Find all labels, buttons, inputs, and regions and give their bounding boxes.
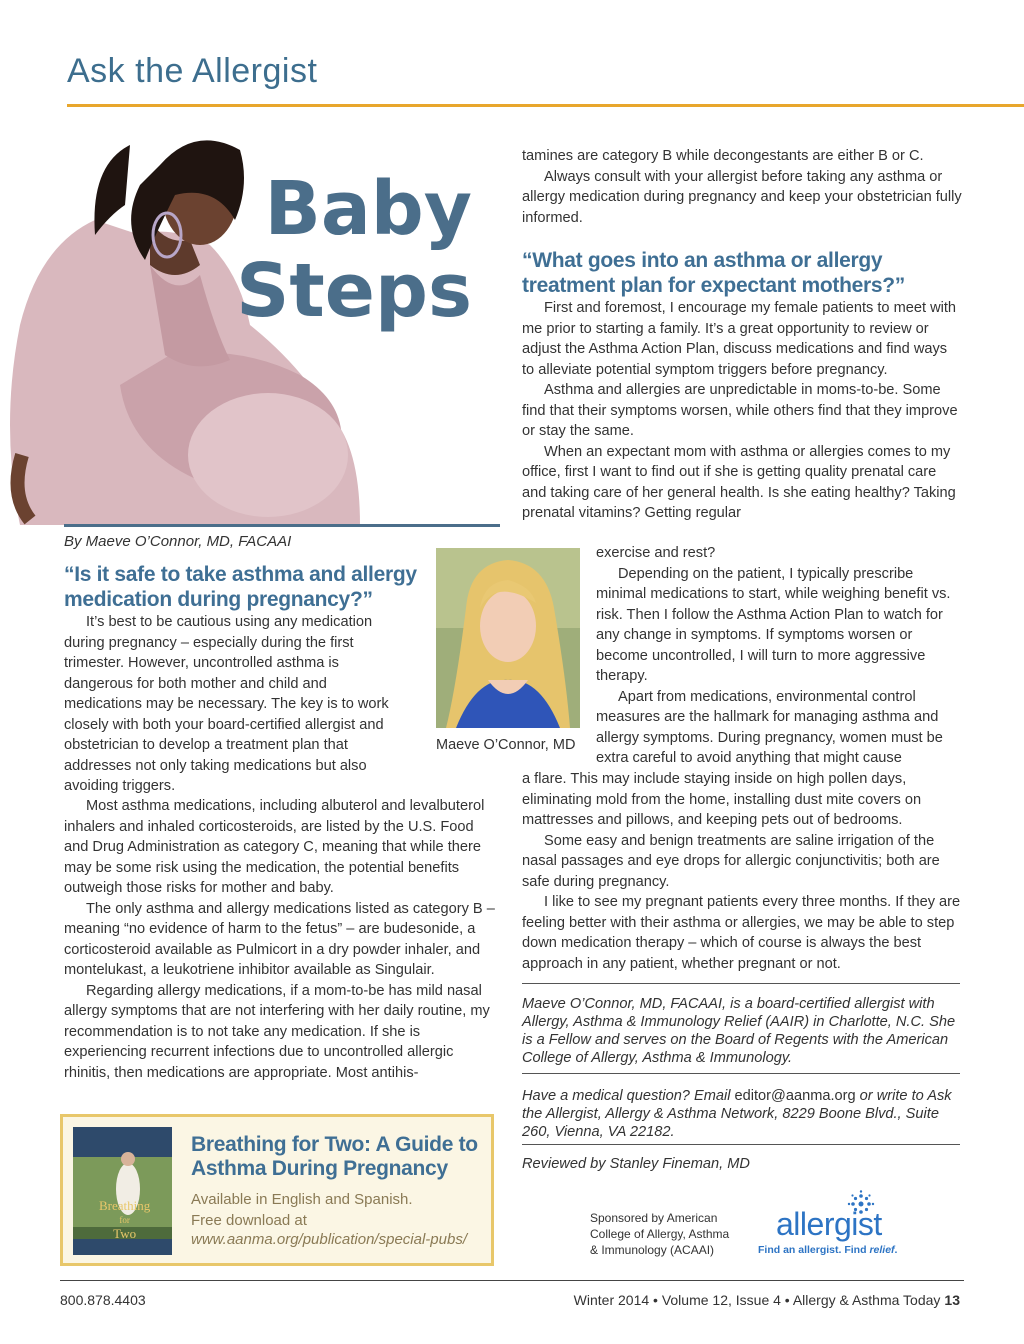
publication-promo-box [60, 1114, 494, 1266]
bio-divider [522, 983, 960, 984]
cover-title: Breathing for Two [99, 1198, 151, 1241]
footer-issue-info: Winter 2014 • Volume 12, Issue 4 • Allergy & Asthma Today 13 [573, 1292, 960, 1308]
paragraph: I like to see my pregnant patients every three months. If they are feeling better with their asthma or allergies, we may be able to step down medication therapy – which of course is always the best approach in any patient, whether pregnant or not. [522, 894, 961, 972]
author-photo-caption: Maeve O’Connor, MD [436, 737, 576, 753]
allergist-logo[interactable] [758, 1190, 898, 1260]
headline-line-1: Baby [264, 166, 472, 252]
header-divider [67, 104, 1024, 107]
footer-phone: 800.878.4403 [60, 1292, 146, 1308]
promo-download-link[interactable]: www.aanma.org/publication/special-pubs/ [191, 1231, 467, 1248]
paragraph: Apart from medications, environmental control measures are the hallmark for managing asthma and allergy symptoms. During pregnancy, women must be extra careful to avoid anything that might cause [596, 688, 943, 766]
paragraph: Always consult with your allergist before taking any asthma or allergy medication during pregnancy and keep your obstetrician fully informed. [522, 168, 962, 226]
reviewed-divider [522, 1144, 960, 1145]
right-column-text-a [522, 146, 962, 228]
headline-line-2: Steps [236, 248, 472, 334]
left-column-text-b [64, 796, 499, 1083]
paragraph: Regarding allergy medications, if a mom-to-be has mild nasal allergy symptoms that are not interfering with her daily routine, my recommendation is to not take any medication. If she is experiencing recurrent infections due to uncontrolled allergic rhinitis, then medications are appropriate. Most antihis- [64, 982, 490, 1081]
left-column-text-a [64, 612, 394, 797]
publication-cover-image [73, 1127, 172, 1255]
paragraph: Some easy and benign treatments are saline irrigation of the nasal passages and eye drops for allergic conjunctivitis; both are safe during pregnancy. [522, 832, 940, 890]
author-photo [436, 548, 580, 728]
paragraph: a flare. This may include staying inside on high pollen days, eliminating mold from the home, installing dust mite covers on mattresses and pillows, and keeping pets out of bedrooms. [522, 771, 922, 828]
paragraph: Depending on the patient, I typically prescribe minimal medications to start, while weighing benefit vs. risk. Then I follow the Asthma Action Plan to watch for any change in symptoms. If symptoms worsen or become uncontrolled, I will turn to more aggressive therapy. [596, 565, 951, 684]
paragraph: Most asthma medications, including albuterol and levalbuterol inhalers and inhaled corticosteroids, are listed by the U.S. Food and Drug Administration as category C, meaning that while there may be some risk using the medication, the potential benefits outweigh those risks for mother and baby. [64, 798, 485, 896]
hero-divider [64, 524, 500, 527]
paragraph: The only asthma and allergy medications listed as category B – meaning “no evidence of harm to the fetus” – are budesonide, a corticosteroid available as Pulmicort in a dry powder inhaler, and montelukast, a leukotriene inhibitor available as Singulair. [64, 900, 495, 978]
right-column-text-d [522, 769, 962, 974]
question-heading-2: “What goes into an asthma or allergy treatment plan for expectant mothers?” [522, 249, 906, 297]
page-number: 13 [944, 1292, 960, 1308]
reviewed-by: Reviewed by Stanley Fineman, MD [522, 1156, 750, 1172]
paragraph: When an expectant mom with asthma or allergies comes to my office, first I want to find out if she is getting quality prenatal care and taking care of her general health. Is she eating healthy? Taking prenatal vitamins? Getting regular [522, 443, 956, 521]
contact-email-link[interactable]: editor@aanma.org [734, 1088, 856, 1104]
paragraph: It’s best to be cautious using any medication during pregnancy – especially during the first trimester. However, uncontrolled asthma is dangerous for both mother and child and medications may be necessary. The key is to work closely with both your board-certified allergist and obstetrician to develop a treatment plan that addresses not only taking medications but also avoiding triggers. [64, 614, 389, 794]
contact-note [522, 1087, 962, 1141]
contact-address: or write to Ask the Allergist, Allergy & Asthma Network, 8229 Boone Blvd., Suite 260, Vienna, VA 22182. [522, 1088, 952, 1140]
allergist-logo-wordmark: allergist [776, 1206, 882, 1242]
paragraph: exercise and rest? [596, 545, 716, 561]
paragraph: tamines are category B while decongestants are either B or C. [522, 148, 924, 164]
article-headline [236, 168, 472, 332]
contact-prefix: Have a medical question? Email [522, 1088, 735, 1104]
contact-divider [522, 1073, 960, 1074]
promo-title: Breathing for Two: A Guide to Asthma During Pregnancy [191, 1133, 478, 1180]
section-title: Ask the Allergist [67, 52, 318, 90]
right-column-text-b [522, 298, 962, 524]
sponsor-text: Sponsored by American College of Allergy, Asthma & Immunology (ACAAI) [590, 1211, 730, 1257]
question-heading-1: “Is it safe to take asthma and allergy medication during pregnancy?” [64, 563, 417, 611]
author-bio: Maeve O’Connor, MD, FACAAI, is a board-certified allergist with Allergy, Asthma & Immunology Relief (AAIR) in Charlotte, N.C. She is a Fellow and serves on the Board of Regents with the American College of Allergy, Asthma & Immunology. [522, 996, 956, 1066]
promo-availability: Available in English and Spanish. Free download at [191, 1191, 413, 1229]
byline: By Maeve O’Connor, MD, FACAAI [64, 533, 292, 550]
allergist-tagline: Find an allergist. Find relief. [758, 1244, 898, 1256]
footer-divider [60, 1280, 964, 1281]
paragraph: First and foremost, I encourage my female patients to meet with me prior to starting a family. It’s a great opportunity to review or adjust the Asthma Action Plan, discuss medications and find ways to alleviate potential symptom triggers before pregnancy. [522, 300, 957, 378]
right-column-text-c [596, 543, 962, 769]
paragraph: Asthma and allergies are unpredictable in moms-to-be. Some find that their symptoms worsen, while others find that they improve or stay the same. [522, 382, 958, 439]
